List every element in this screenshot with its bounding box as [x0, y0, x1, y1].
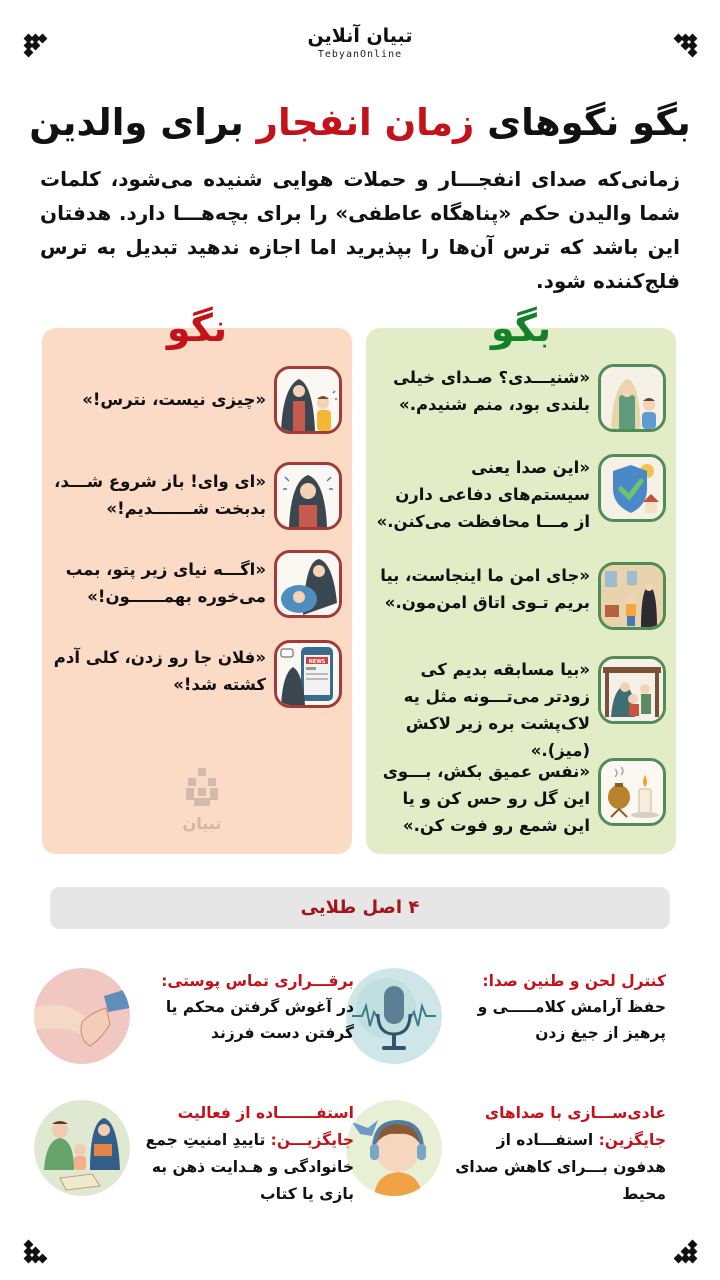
corner-decoration-bottom-left-icon — [22, 1238, 48, 1264]
dont-item-text: «اگـــه نیای زیر پتو، بمب می‌خوره بهمــــــون!» — [65, 560, 266, 606]
say-panel — [366, 328, 676, 854]
golden-rule-body: تاییدِ امنیتِ جمع خانوادگی و هـدایت ذهن به بازی یا کتاب — [145, 1131, 354, 1203]
candle-incense-icon — [598, 758, 666, 826]
golden-rule-text — [130, 968, 364, 1046]
golden-rule-text — [442, 1100, 676, 1208]
golden-rule-item — [346, 1100, 676, 1208]
say-item — [376, 758, 666, 839]
tebyan-watermark-icon — [180, 768, 224, 808]
news-phone-icon — [274, 640, 342, 708]
brand-watermark — [172, 768, 232, 833]
under-table-icon — [598, 656, 666, 724]
dont-item — [52, 550, 342, 618]
golden-rule-body: استفـــاده از هدفون بـــرای کاهش صدای محیط — [455, 1131, 666, 1203]
svg-text:NEWS: NEWS — [308, 659, 326, 665]
golden-rule-text — [130, 1100, 364, 1208]
golden-rule-item — [34, 968, 364, 1064]
golden-rule-item — [34, 1100, 364, 1208]
mother-and-child-icon — [598, 364, 666, 432]
title-part-2: برای والدین — [29, 101, 257, 144]
dont-heading: نگو — [166, 306, 228, 350]
corner-decoration-bottom-right-icon — [672, 1238, 698, 1264]
brand-name-en: TebyanOnline — [317, 49, 403, 60]
title-highlight: زمان انفجار — [256, 101, 475, 144]
say-item — [376, 562, 666, 630]
dont-panel — [42, 328, 352, 854]
golden-rule-text — [442, 968, 676, 1046]
brand-name-fa: تبیان آنلاین — [307, 25, 413, 47]
blanket-threat-icon — [274, 550, 342, 618]
golden-rule-title: عادی‌ســـازی با صداهای جایگزین: — [484, 1104, 666, 1149]
watermark-text: تبیان — [182, 814, 222, 833]
say-item-text: «جای امن ما اینجاست، بیا بریم تـوی اتاق امن‌مون.» — [380, 566, 590, 612]
golden-rule-item — [346, 968, 676, 1064]
dont-item-text: «فلان جا رو زدن، کلی آدم کشته شد!» — [53, 648, 266, 694]
say-item-text: «بیا مسابقه بدیم کی زودتر می‌تـــونه مثل یه لاک‌پشت بره زیر لاکش (میز).» — [403, 660, 590, 760]
golden-rule-title: استفـــــــاده از فعالیت جایگزیـــن: — [177, 1104, 354, 1149]
say-heading: بگو — [490, 306, 552, 350]
panicked-mother-icon — [274, 462, 342, 530]
say-item — [376, 454, 666, 535]
golden-rule-body: حفظ آرامش کلامـــــی و پرهیز از جیغ زدن — [477, 998, 666, 1042]
say-item-text: «این صدا یعنی سیستم‌های دفاعی دارن از مـــا محافظت می‌کنن.» — [376, 458, 590, 531]
say-item — [376, 656, 666, 764]
holding-hands-icon — [34, 968, 130, 1064]
dont-item-text: «چیزی نیست، نترس!» — [82, 390, 266, 409]
dont-item — [52, 462, 342, 530]
shield-check-icon — [598, 454, 666, 522]
golden-rule-title: کنترل لحن و طنین صدا: — [482, 972, 666, 990]
dont-item-text: «ای وای! باز شروع شـــد، بدبخت شـــــــدیم!» — [54, 472, 266, 518]
dont-item — [52, 366, 342, 434]
safe-room-icon — [598, 562, 666, 630]
say-item-text: «شنیـــدی؟ صـدای خیلی بلندی بود، منم شنیدم.» — [393, 368, 590, 414]
golden-rule-body: در آغوش گرفتن محکم یا گرفتن دست فرزند — [165, 998, 354, 1042]
dont-item — [52, 640, 342, 708]
scared-mother-child-icon — [274, 366, 342, 434]
intro-paragraph: زمانی‌که صدای انفجـــار و حملات هوایی شنیده می‌شود، کلمات شما والیدن حکم «پناهگاه عاطفی» را برای بچه‌هـــا دارد. هدفتان این باشد که ترس آن‌ها را بپذیرید اما اجازه ندهید تبدیل به ترس فلج‌کننده شود. — [40, 167, 680, 293]
say-item-text: «نفس عمیق بکش، بـــوی این گل رو حس کن و یا این شمع رو فوت کن.» — [382, 762, 590, 835]
say-item — [376, 364, 666, 432]
brand-logo — [0, 24, 720, 60]
golden-rule-title: برقـــراری تماس پوستی: — [161, 972, 354, 990]
family-game-icon — [34, 1100, 130, 1196]
title-part-1: بگو نگوهای — [474, 101, 691, 144]
page-title — [0, 98, 720, 148]
golden-rules-heading: ۴ اصل طلایی — [50, 887, 670, 929]
